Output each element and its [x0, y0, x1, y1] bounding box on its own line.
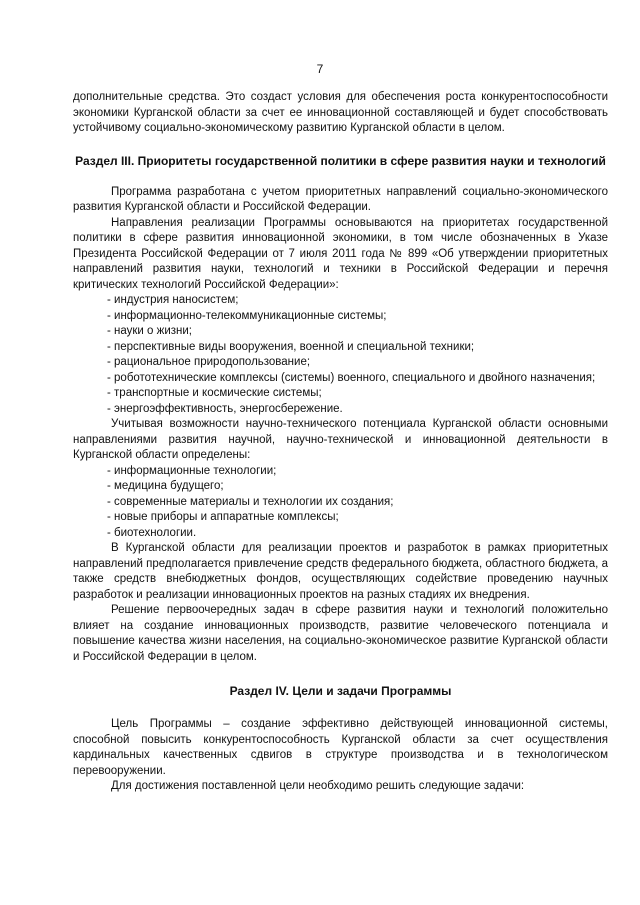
section-3-paragraph-5: Решение первоочередных задач в сфере развития науки и технологий положительно влияет на создание инновационных производств, развитие человеческого потенциала и повышение качества жизни населения, на социально-экономическое развитие Курганской области и Российской Федерации в целом.: [73, 604, 608, 663]
section-4-paragraph-1: Цель Программы – создание эффективно действующей инновационной системы, способной повысить конкурентоспособность Курганской области за счет осуществления кардинальных качественных сдвигов в структуре производства и в технологическом перевооружении.: [73, 718, 608, 777]
list-item: - транспортные и космические системы;: [107, 387, 322, 399]
list-item: - науки о жизни;: [107, 325, 192, 337]
regional-directions-list: [73, 464, 608, 542]
list-item: - современные материалы и технологии их создания;: [107, 495, 394, 508]
intro-paragraph: дополнительные средства. Это создаст условия для обеспечения роста конкурентоспособности экономики Курганской области за счет ее инновационной составляющей и будет способствовать устойчивому социально-экономическому развитию Курганской области в целом.: [73, 91, 608, 134]
document-body: [73, 90, 608, 795]
list-item: - энергоэффективность, энергосбережение.: [107, 402, 343, 415]
page-number: 7: [316, 62, 324, 76]
section-3-paragraph-2: Направления реализации Программы основываются на приоритетах государственной политики в сфере развития инновационной экономики, в том числе обозначенных в Указе Президента Российской Федерации от 7 июля 2011 года № 899 «Об утверждении приоритетных направлений развития науки, технологий и техники в Российской Федерации и перечня критических технологий Российской Федерации»:: [73, 216, 608, 291]
list-item: - информационно-телекоммуникационные системы;: [107, 309, 387, 322]
list-item: - новые приборы и аппаратные комплексы;: [107, 511, 339, 523]
list-item: - индустрия наносистем;: [107, 294, 239, 306]
section-3-heading: Раздел III. Приоритеты государственной политики в сфере развития науки и технологий: [75, 153, 606, 168]
list-item: - медицина будущего;: [107, 480, 224, 492]
section-3-paragraph-4: В Курганской области для реализации проектов и разработок в рамках приоритетных направлений предполагается привлечение средств федерального бюджета, областного бюджета, а также средств внебюджетных фондов, осуществляющих содействие проведению научных разработок и реализации инновационных проектов на разных стадиях их внедрения.: [73, 542, 608, 601]
priority-directions-list: [73, 293, 608, 417]
list-item: - рациональное природопользование;: [107, 356, 311, 368]
list-item: - робототехнические комплексы (системы) военного, специального и двойного назначения;: [107, 371, 596, 384]
list-item: - биотехнологии.: [107, 526, 197, 539]
section-3-paragraph-1: Программа разработана с учетом приоритетных направлений социально-экономического развития Курганской области и Российской Федерации.: [73, 185, 608, 213]
section-3-paragraph-3: Учитывая возможности научно-технического потенциала Курганской области основными направлениями развития научной, научно-технической и инновационной деятельности в Курганской области определены:: [73, 418, 608, 461]
section-4-paragraph-2: Для достижения поставленной цели необходимо решить следующие задачи:: [111, 780, 525, 792]
section-4-heading: Раздел IV. Цели и задачи Программы: [229, 684, 452, 698]
list-item: - информационные технологии;: [107, 464, 277, 477]
list-item: - перспективные виды вооружения, военной и специальной техники;: [107, 340, 475, 353]
